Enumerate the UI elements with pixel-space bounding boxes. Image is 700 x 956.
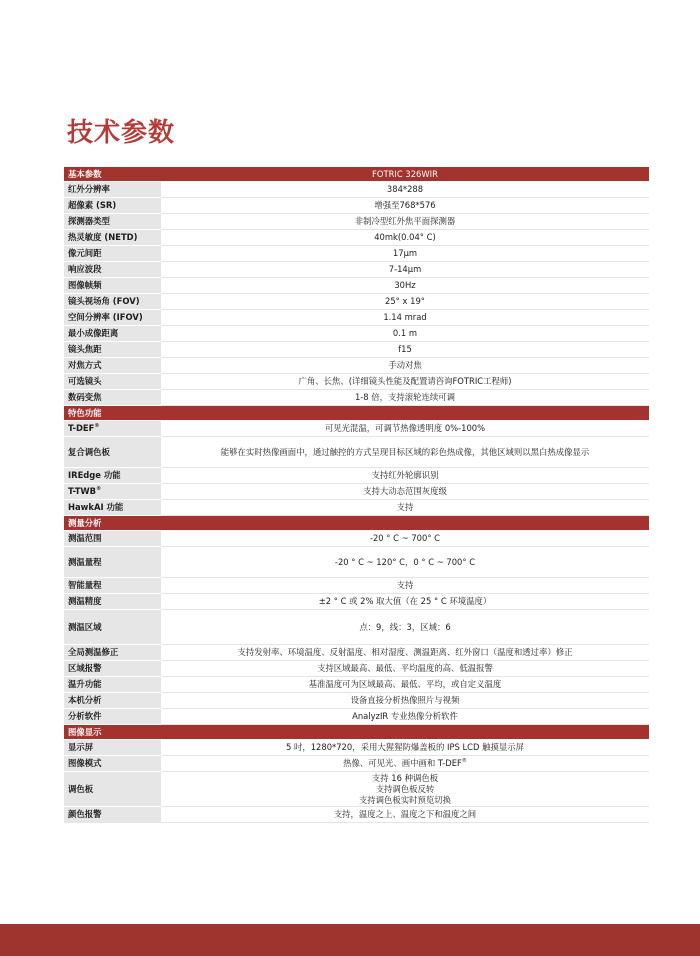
row-value: 非制冷型红外焦平面探测器 — [161, 214, 649, 230]
row-label: 测温量程 — [64, 547, 161, 578]
row-label: 对焦方式 — [64, 358, 161, 374]
row-value: 7-14μm — [161, 262, 649, 278]
footer-bar — [0, 924, 700, 956]
row-label: 温升功能 — [64, 677, 161, 693]
table-row — [64, 693, 649, 709]
table-row — [64, 374, 649, 390]
row-label: T-DEF® — [64, 421, 161, 437]
row-value: 设备直接分析热像照片与视频 — [161, 693, 649, 709]
row-label: 测温精度 — [64, 594, 161, 610]
row-value: 25° x 19° — [161, 294, 649, 310]
table-row — [64, 531, 649, 547]
table-row — [64, 594, 649, 610]
page-title: 技术参数 — [67, 118, 176, 148]
row-value: 支持发射率、环境温度、反射温度、相对湿度、测温距离、红外窗口（温度和透过率）修正 — [161, 645, 649, 661]
section-label: 图像显示 — [64, 725, 161, 740]
row-value: 手动对焦 — [161, 358, 649, 374]
row-value: 点：9，线：3，区域：6 — [161, 610, 649, 645]
row-label: 超像素 (SR) — [64, 198, 161, 214]
table-row — [64, 740, 649, 756]
table-row — [64, 198, 649, 214]
table-row — [64, 661, 649, 677]
table-row — [64, 772, 649, 807]
table-row — [64, 645, 649, 661]
row-label: 区域报警 — [64, 661, 161, 677]
table-row — [64, 230, 649, 246]
row-label: 颜色报警 — [64, 807, 161, 823]
row-value: 热像、可见光、画中画和 T-DEF® — [161, 756, 649, 772]
palette-line-1: 支持 16 种调色板 — [371, 772, 439, 783]
row-label: 测温范围 — [64, 531, 161, 547]
row-value: 30Hz — [161, 278, 649, 294]
table-row — [64, 610, 649, 645]
row-label: 测温区域 — [64, 610, 161, 645]
row-value: 384*288 — [161, 182, 649, 198]
row-value: 17μm — [161, 246, 649, 262]
row-label: 全局测温修正 — [64, 645, 161, 661]
table-row — [64, 294, 649, 310]
row-value: 广角、长焦、(详细镜头性能及配置请咨询FOTRIC工程师) — [161, 374, 649, 390]
table-row — [64, 437, 649, 468]
row-label: 图像模式 — [64, 756, 161, 772]
row-label: 探测器类型 — [64, 214, 161, 230]
table-row — [64, 214, 649, 230]
row-label: IREdge 功能 — [64, 468, 161, 484]
section-label: 特色功能 — [64, 406, 161, 421]
section-header-features — [64, 406, 649, 421]
palette-line-3: 支持调色板实时预览切换 — [358, 794, 452, 805]
table-row — [64, 500, 649, 516]
section-header-display — [64, 725, 649, 740]
row-value: -20 ° C ~ 700° C — [161, 531, 649, 547]
row-label: 数码变焦 — [64, 390, 161, 406]
spec-table — [64, 166, 649, 823]
section-header-basic — [64, 167, 649, 182]
row-label: 分析软件 — [64, 709, 161, 725]
table-row — [64, 358, 649, 374]
row-value: 1-8 倍，支持滚轮连续可调 — [161, 390, 649, 406]
row-label: 红外分辨率 — [64, 182, 161, 198]
table-row — [64, 390, 649, 406]
model-name: FOTRIC 326WIR — [161, 167, 649, 182]
row-label: 显示屏 — [64, 740, 161, 756]
table-row — [64, 756, 649, 772]
row-value: 基准温度可为区域最高、最低、平均，或自定义温度 — [161, 677, 649, 693]
row-value: 0.1 m — [161, 326, 649, 342]
table-row — [64, 547, 649, 578]
row-value: 40mk(0.04° C) — [161, 230, 649, 246]
table-row — [64, 468, 649, 484]
table-row — [64, 484, 649, 500]
row-label: 调色板 — [64, 772, 161, 807]
row-label: 镜头焦距 — [64, 342, 161, 358]
row-value: f15 — [161, 342, 649, 358]
table-row — [64, 677, 649, 693]
row-value: 支持红外轮廓识别 — [161, 468, 649, 484]
palette-line-2: 支持调色板反转 — [375, 783, 435, 794]
row-value: 支持，温度之上、温度之下和温度之间 — [161, 807, 649, 823]
table-row — [64, 807, 649, 823]
row-value: 支持 — [161, 500, 649, 516]
row-label: 本机分析 — [64, 693, 161, 709]
row-label: 图像帧频 — [64, 278, 161, 294]
table-row — [64, 278, 649, 294]
row-label: 智能量程 — [64, 578, 161, 594]
table-row — [64, 326, 649, 342]
row-value: -20 ° C ~ 120° C，0 ° C ~ 700° C — [161, 547, 649, 578]
row-label: 空间分辨率 (IFOV) — [64, 310, 161, 326]
table-row — [64, 310, 649, 326]
section-label: 测量分析 — [64, 516, 161, 531]
row-value: 支持大动态范围灰度级 — [161, 484, 649, 500]
row-label: 可选镜头 — [64, 374, 161, 390]
row-label: 镜头视场角 (FOV) — [64, 294, 161, 310]
row-label: 复合调色板 — [64, 437, 161, 468]
row-value: 可见光混温，可调节热像透明度 0%-100% — [161, 421, 649, 437]
row-value: 支持区域最高、最低、平均温度的高、低温报警 — [161, 661, 649, 677]
table-row — [64, 421, 649, 437]
row-label: T-TWB® — [64, 484, 161, 500]
section-header-measurement — [64, 516, 649, 531]
row-value: 1.14 mrad — [161, 310, 649, 326]
table-row — [64, 709, 649, 725]
row-value: 5 吋，1280*720，采用大猩猩防爆盖板的 IPS LCD 触摸显示屏 — [161, 740, 649, 756]
table-row — [64, 182, 649, 198]
row-label: 响应波段 — [64, 262, 161, 278]
row-value: ±2 ° C 或 2% 取大值（在 25 ° C 环境温度） — [161, 594, 649, 610]
table-row — [64, 262, 649, 278]
table-row — [64, 342, 649, 358]
row-label: 最小成像距离 — [64, 326, 161, 342]
section-label: 基本参数 — [64, 167, 161, 182]
table-row — [64, 246, 649, 262]
row-label: HawkAI 功能 — [64, 500, 161, 516]
row-value: 能够在实时热像画面中，通过触控的方式呈现目标区域的彩色热成像，其他区域则以黑白热成像显示 — [161, 437, 649, 468]
row-value: 支持 — [161, 578, 649, 594]
row-label: 热灵敏度 (NETD) — [64, 230, 161, 246]
row-label: 像元间距 — [64, 246, 161, 262]
row-value: AnalyzIR 专业热像分析软件 — [161, 709, 649, 725]
row-value: 增强至768*576 — [161, 198, 649, 214]
row-value — [161, 772, 649, 807]
table-row — [64, 578, 649, 594]
